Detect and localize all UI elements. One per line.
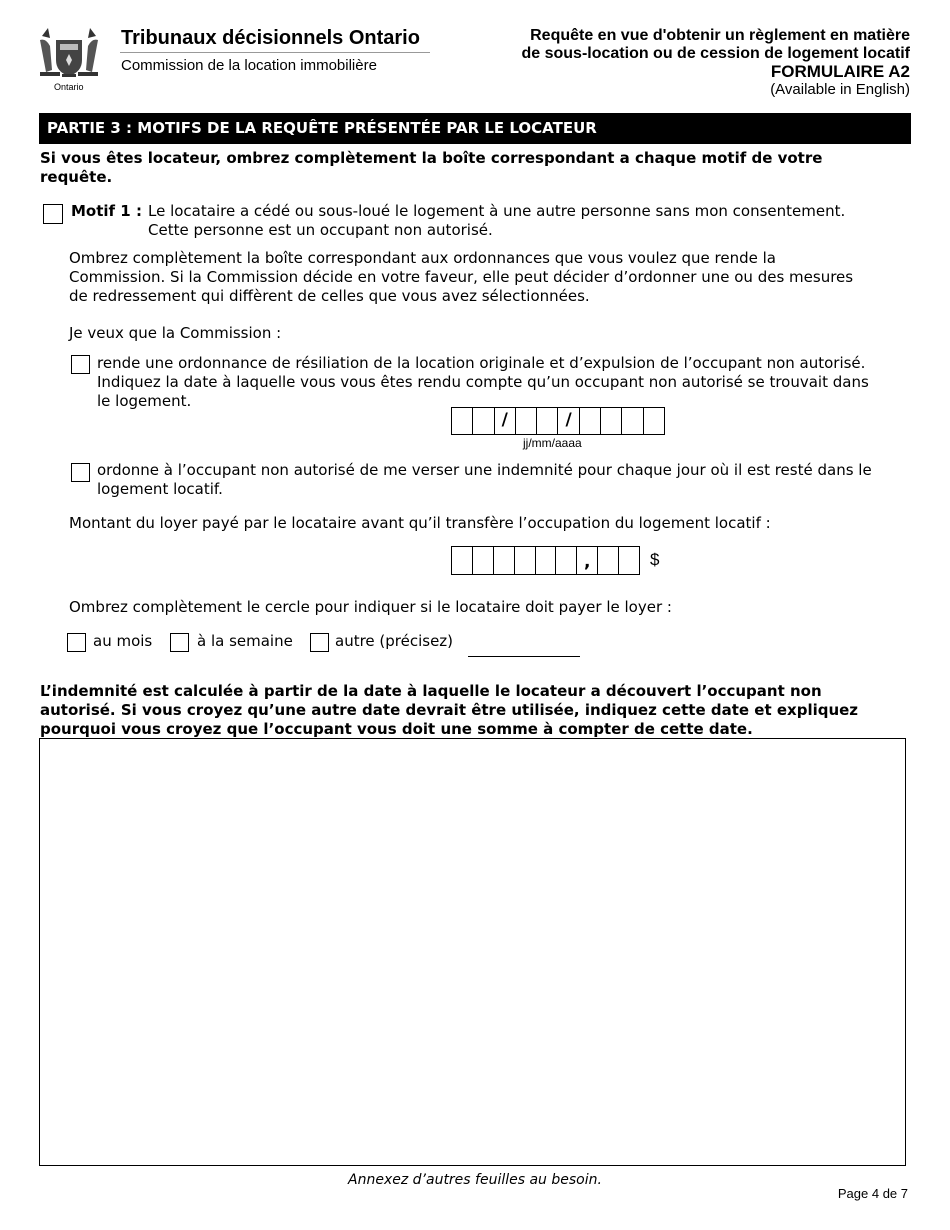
form-title-line2: de sous-location ou de cession de logement locatif — [521, 45, 910, 62]
currency-symbol: $ — [650, 550, 660, 569]
date-digit-box[interactable] — [452, 408, 473, 434]
monthly-label: au mois — [93, 632, 153, 650]
attach-sheets-note: Annexez d’autres feuilles au besoin. — [348, 1172, 602, 1188]
other-label: autre (précisez) — [335, 632, 454, 650]
decimal-separator: , — [577, 547, 598, 574]
date-digit-box[interactable] — [537, 408, 558, 434]
date-digit-box[interactable] — [473, 408, 494, 434]
amount-digit-box[interactable] — [515, 547, 536, 574]
date-digit-box[interactable] — [622, 408, 643, 434]
other-specify-line[interactable] — [468, 656, 580, 657]
date-separator: / — [495, 408, 516, 434]
section-title-bar: PARTIE 3 : MOTIFS DE LA REQUÊTE PRÉSENTÉE PAR LE LOCATEUR — [39, 113, 911, 144]
english-availability: (Available in English) — [770, 81, 910, 98]
form-title-line1: Requête en vue d'obtenir un règlement en matière — [530, 27, 910, 44]
date-digit-box[interactable] — [601, 408, 622, 434]
other-checkbox[interactable] — [310, 633, 329, 652]
org-subtitle: Commission de la location immobilière — [121, 57, 377, 74]
org-divider — [120, 52, 430, 53]
form-code: FORMULAIRE A2 — [770, 62, 910, 81]
date-digit-box[interactable] — [644, 408, 665, 434]
weekly-checkbox[interactable] — [170, 633, 189, 652]
orders-want-label: Je veux que la Commission : — [69, 324, 282, 342]
amount-digit-box[interactable] — [556, 547, 577, 574]
weekly-label: à la semaine — [197, 632, 293, 650]
date-format-hint: jj/mm/aaaa — [523, 436, 582, 450]
discovery-date-input[interactable] — [451, 407, 665, 435]
amount-digit-box[interactable] — [536, 547, 557, 574]
motif1-checkbox[interactable] — [43, 204, 63, 224]
org-name: Tribunaux décisionnels Ontario — [121, 27, 420, 49]
monthly-checkbox[interactable] — [67, 633, 86, 652]
option-termination-text: rende une ordonnance de résiliation de la location originale et d’expulsion de l’occupant non autorisé. Indiquez la date à laquelle vous vous êtes rendu compte qu’un occupant non autorisé se trouvait dans le logement. — [97, 354, 869, 410]
amount-digit-box[interactable] — [473, 547, 494, 574]
rent-label: Montant du loyer payé par le locataire avant qu’il transfère l’occupation du logement locatif : — [69, 514, 771, 532]
option-compensation-checkbox[interactable] — [71, 463, 90, 482]
page-number: Page 4 de 7 — [837, 1186, 908, 1201]
motif1-label: Motif 1 : — [71, 202, 142, 220]
explanation-text-area[interactable] — [39, 738, 906, 1166]
date-separator: / — [558, 408, 579, 434]
rent-amount-input[interactable] — [451, 546, 640, 575]
motif1-text: Le locataire a cédé ou sous-loué le logement à une autre personne sans mon consentement. Cette personne est un occupant non autorisé. — [148, 202, 846, 239]
option-compensation-text: ordonne à l’occupant non autorisé de me verser une indemnité pour chaque jour où il est resté dans le logement locatif. — [97, 461, 872, 498]
amount-digit-box[interactable] — [619, 547, 640, 574]
logo-caption: Ontario — [54, 82, 84, 92]
compensation-instruction: L’indemnité est calculée à partir de la date à laquelle le locateur a découvert l’occupant non autorisé. Si vous croyez qu’une autre date devrait être utilisée, indiquez cette date et expliquez pourquoi vous croyez que l’occupant vous doit une somme à compter de cette date. — [40, 682, 859, 738]
form-title-block — [521, 27, 910, 99]
amount-digit-box[interactable] — [452, 547, 473, 574]
date-digit-box[interactable] — [516, 408, 537, 434]
amount-digit-box[interactable] — [494, 547, 515, 574]
orders-intro: Ombrez complètement la boîte correspondant aux ordonnances que vous voulez que rende la Commission. Si la Commission décide en votre faveur, elle peut décider d’ordonner une ou des mesures de redressement qui diffèrent de celles que vous avez sélectionnées. — [69, 249, 854, 305]
section-instruction: Si vous êtes locateur, ombrez complètement la boîte correspondant a chaque motif de votre requête. — [40, 149, 823, 186]
frequency-label: Ombrez complètement le cercle pour indiquer si le locataire doit payer le loyer : — [69, 598, 672, 616]
date-digit-box[interactable] — [580, 408, 601, 434]
option-termination-checkbox[interactable] — [71, 355, 90, 374]
amount-digit-box[interactable] — [598, 547, 619, 574]
